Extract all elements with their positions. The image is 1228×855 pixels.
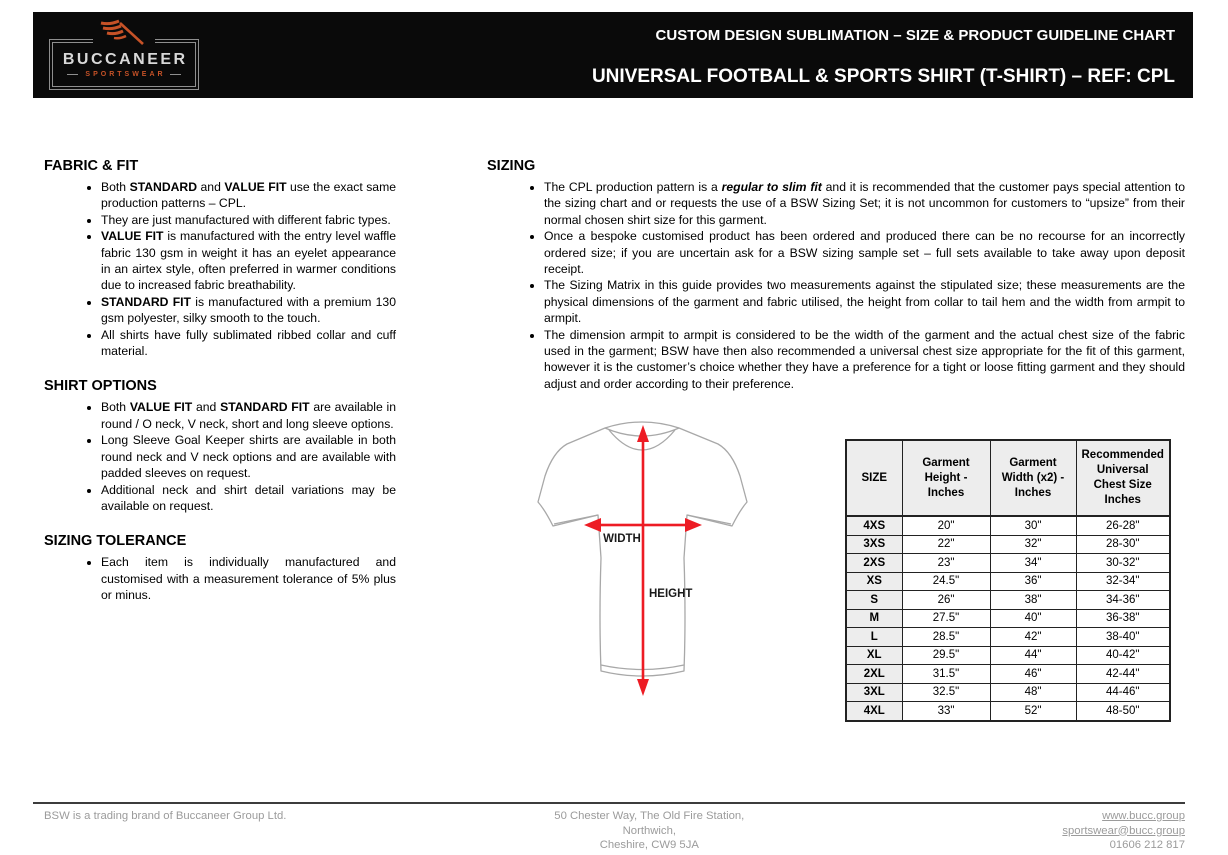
tshirt-measurement-diagram	[535, 418, 750, 708]
logo-dash-right	[170, 74, 181, 75]
footer-contact	[805, 809, 1185, 853]
document-title: UNIVERSAL FOOTBALL & SPORTS SHIRT (T-SHIRT) – REF: CPL	[591, 66, 1175, 87]
size-table-cell: 23"	[902, 554, 990, 573]
size-table-wrap	[845, 439, 1171, 722]
size-table-cell: 31.5"	[902, 665, 990, 684]
bullet-item	[101, 482, 396, 515]
size-table-cell: 44"	[990, 646, 1076, 665]
document-subtitle: CUSTOM DESIGN SUBLIMATION – SIZE & PRODUCT GUIDELINE CHART	[655, 27, 1175, 44]
bullet-item	[544, 179, 1185, 228]
size-table-cell: M	[846, 609, 902, 628]
text-segment: Both	[101, 180, 130, 194]
bullet-list	[44, 179, 396, 359]
logo-frame	[52, 42, 196, 87]
bullet-item	[101, 327, 396, 360]
footer-address	[494, 809, 805, 853]
size-table-row	[846, 628, 1170, 647]
footer-link[interactable]: sportswear@bucc.group	[1062, 824, 1185, 837]
logo-sub-row	[67, 71, 180, 78]
text-segment: STANDARD FIT	[101, 294, 191, 309]
left-column	[44, 158, 396, 722]
size-table-cell: 33"	[902, 702, 990, 721]
size-table-cell: 20"	[902, 516, 990, 535]
text-segment: Each item is individually manufactured and customised with a measurement tolerance of 5% plus or minus.	[101, 555, 396, 603]
size-table-row	[846, 535, 1170, 554]
bullet-item	[544, 228, 1185, 277]
section-heading: SHIRT OPTIONS	[44, 378, 157, 395]
size-table-header-cell: Recommended Universal Chest Size Inches	[1076, 440, 1170, 516]
section-heading: FABRIC & FIT	[44, 158, 139, 174]
section-heading-sizing: SIZING	[487, 158, 536, 174]
footer	[33, 802, 1185, 853]
size-table-cell: 52"	[990, 702, 1076, 721]
diagram-row	[487, 418, 1185, 722]
flag-icon	[93, 15, 155, 47]
size-table-cell: 4XL	[846, 702, 902, 721]
content	[44, 158, 1185, 722]
size-table-row	[846, 572, 1170, 591]
sizing-bullets	[487, 179, 1185, 392]
width-label: WIDTH	[603, 533, 641, 546]
address-line: Northwich,	[622, 824, 676, 837]
size-table-row	[846, 516, 1170, 535]
text-segment: and it is recommended that the customer pays special attention to the sizing chart and or requests the use of a BSW Sizing Set; it is not uncommon for customers to “upsize” from their normal chosen shirt size for this garment.	[544, 180, 1186, 227]
bullet-item	[101, 228, 396, 294]
text-segment: is manufactured with the entry level waffle fabric 130 gsm in weight it has an eyelet appearance in an airtex style, often preferred in warmer conditions due to increased fabric breathability.	[101, 229, 397, 293]
size-table-cell: 48"	[990, 683, 1076, 702]
bullet-item	[101, 179, 396, 212]
address-line: 50 Chester Way, The Old Fire Station,	[554, 810, 745, 822]
text-segment: STANDARD	[129, 180, 198, 194]
size-table-body	[846, 516, 1170, 721]
size-table-cell: 34-36"	[1076, 591, 1170, 610]
size-table-row	[846, 646, 1170, 665]
size-table-cell: 26"	[902, 591, 990, 610]
text-segment: regular to slim fit	[721, 180, 822, 194]
size-table-cell: 32-34"	[1076, 572, 1170, 591]
size-table-cell: 40"	[990, 609, 1076, 628]
text-segment: Once a bespoke customised product has been ordered and produced there can be no recourse for an incorrectly ordered size; if you are uncertain ask for a BSW sizing sample set – full sets available to take away upon deposit receipt.	[544, 229, 1185, 277]
size-table-cell: 3XS	[846, 535, 902, 554]
size-table-header-row	[846, 440, 1170, 516]
bullet-item	[544, 327, 1185, 393]
size-table-cell: 44-46"	[1076, 683, 1170, 702]
section-heading: SIZING TOLERANCE	[44, 533, 187, 550]
text-segment: All shirts have fully sublimated ribbed collar and cuff material.	[101, 327, 396, 359]
buccaneer-logo	[49, 15, 199, 95]
text-segment: VALUE FIT	[224, 180, 287, 194]
size-table-cell: 38"	[990, 591, 1076, 610]
text-segment: STANDARD FIT	[220, 400, 310, 415]
size-table-row	[846, 609, 1170, 628]
text-segment: Both	[101, 400, 130, 415]
size-table-cell: 4XS	[846, 516, 902, 535]
text-segment: and	[192, 400, 221, 415]
size-table-cell: L	[846, 628, 902, 647]
text-segment: The dimension armpit to armpit is considered to be the width of the garment and the actual chest size of the fabric used in the garment; BSW have then also recommended a universal chest size appropriate for the fit of this garment, however it is the customer’s choice whether they have a preference for a tight or loose fitting garment and they should adjust and order according to their preference.	[544, 327, 1185, 391]
text-segment: is manufactured with a premium 130 gsm polyester, silky smooth to the touch.	[101, 294, 396, 326]
bullet-item	[101, 294, 396, 327]
size-table-cell: 2XL	[846, 665, 902, 684]
size-table-cell: 32.5"	[902, 683, 990, 702]
size-table-cell: 42-44"	[1076, 665, 1170, 684]
size-table-row	[846, 591, 1170, 610]
size-table-cell: XS	[846, 572, 902, 591]
bullet-item	[544, 277, 1185, 326]
size-table-cell: XL	[846, 646, 902, 665]
size-table-cell: 40-42"	[1076, 646, 1170, 665]
header-bar	[33, 12, 1193, 98]
right-column	[487, 158, 1185, 722]
height-label: HEIGHT	[649, 588, 693, 601]
size-table-cell: 34"	[990, 554, 1076, 573]
address-line: Cheshire, CW9 5JA	[599, 839, 699, 851]
logo-brand-text: BUCCANEER	[62, 51, 188, 68]
footer-trading-note: BSW is a trading brand of Buccaneer Group Ltd.	[44, 810, 287, 822]
size-table-cell: 46"	[990, 665, 1076, 684]
size-table-cell: 28-30"	[1076, 535, 1170, 554]
size-table-cell: 32"	[990, 535, 1076, 554]
bullet-item	[101, 212, 396, 228]
bullet-list	[487, 179, 1185, 392]
size-table-head	[846, 440, 1170, 516]
size-table-cell: 30"	[990, 516, 1076, 535]
size-table-cell: 29.5"	[902, 646, 990, 665]
logo-dash-left	[67, 74, 78, 75]
footer-link[interactable]: www.bucc.group	[1102, 810, 1185, 822]
bullet-item	[101, 554, 396, 603]
size-table-cell: 24.5"	[902, 572, 990, 591]
size-table-cell: 36"	[990, 572, 1076, 591]
size-table-cell: 30-32"	[1076, 554, 1170, 573]
size-table	[845, 439, 1171, 722]
text-segment: VALUE FIT	[129, 400, 193, 415]
size-table-cell: S	[846, 591, 902, 610]
size-table-cell: 3XL	[846, 683, 902, 702]
text-segment: are available in round / O neck, V neck, short and long sleeve options.	[101, 400, 397, 431]
size-table-header-cell: Garment Width (x2) - Inches	[990, 440, 1076, 516]
size-table-cell: 48-50"	[1076, 702, 1170, 721]
size-table-row	[846, 683, 1170, 702]
size-table-row	[846, 665, 1170, 684]
size-table-cell: 22"	[902, 535, 990, 554]
size-table-row	[846, 702, 1170, 721]
size-table-cell: 27.5"	[902, 609, 990, 628]
logo-sub-text: SPORTSWEAR	[85, 71, 166, 78]
size-table-cell: 26-28"	[1076, 516, 1170, 535]
text-segment: Additional neck and shirt detail variations may be available on request.	[101, 482, 396, 513]
bullet-list	[44, 554, 396, 603]
size-table-cell: 36-38"	[1076, 609, 1170, 628]
text-segment: The CPL production pattern is a	[544, 180, 722, 194]
bullet-list	[44, 399, 396, 514]
text-segment: Long Sleeve Goal Keeper shirts are available in both round neck and V neck options and are available with padded sleeves on request.	[101, 433, 396, 481]
text-segment: VALUE FIT	[101, 229, 164, 244]
text-segment: They are just manufactured with different fabric types.	[101, 212, 391, 227]
bullet-item	[101, 399, 396, 432]
bullet-item	[101, 432, 396, 481]
size-table-header-cell: SIZE	[846, 440, 902, 516]
size-table-header-cell: Garment Height - Inches	[902, 440, 990, 516]
size-table-cell: 2XS	[846, 554, 902, 573]
text-segment: The Sizing Matrix in this guide provides two measurements against the stipulated size; these measurements are the physical dimensions of the garment and fabric utilised, the height from collar to tail hem and the width from armpit to armpit.	[544, 278, 1185, 326]
size-table-cell: 28.5"	[902, 628, 990, 647]
size-table-row	[846, 554, 1170, 573]
size-table-cell: 38-40"	[1076, 628, 1170, 647]
footer-phone: 01606 212 817	[1109, 839, 1185, 851]
header-titles	[592, 12, 1175, 98]
text-segment: and	[197, 180, 225, 194]
text-segment: use the exact same production patterns – CPL.	[101, 180, 396, 211]
size-table-cell: 42"	[990, 628, 1076, 647]
